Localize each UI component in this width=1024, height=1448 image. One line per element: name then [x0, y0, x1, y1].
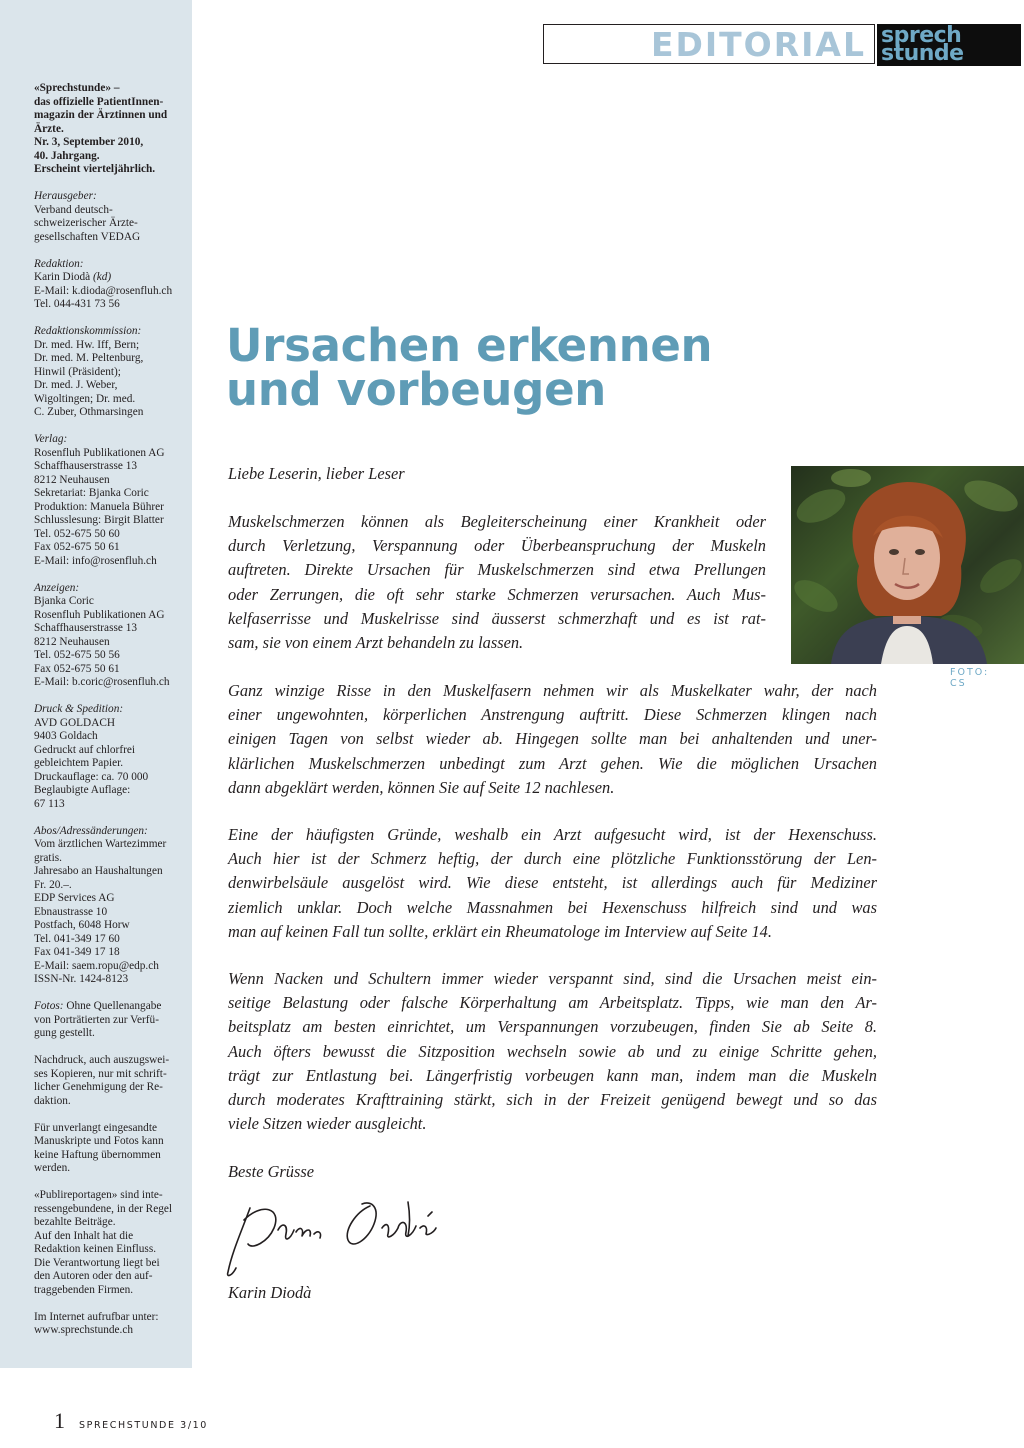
imprint-block [34, 1000, 186, 1041]
paragraph-line: Wenn Nacken und Schultern immer wieder verspannt sind, sind die Ursachen meist ein- [228, 969, 877, 988]
imprint-line: E-Mail: info@rosenfluh.ch [34, 554, 157, 567]
imprint-block [34, 582, 186, 690]
imprint-line: ISSN-Nr. 1424-8123 [34, 973, 129, 985]
headline-line-2: und vorbeugen [226, 363, 607, 416]
magazine-logo [877, 24, 1021, 66]
imprint-line: AVD GOLDACH [34, 716, 116, 729]
imprint-line: werden. [34, 1162, 71, 1174]
imprint-line: Fr. 20.–. [34, 878, 72, 891]
imprint-block [34, 1311, 186, 1338]
imprint-block [34, 1189, 186, 1297]
imprint-line: Verband deutsch- [34, 203, 113, 216]
imprint-line: gratis. [34, 851, 62, 864]
imprint-line: Tel. 041-349 17 60 [34, 932, 120, 945]
section-label: EDITORIAL [650, 24, 866, 64]
article-paragraph-4 [228, 967, 877, 1136]
imprint-line: Erscheint vierteljährlich. [34, 163, 156, 175]
imprint-line: Karin Diodà (kd) [34, 271, 112, 283]
imprint-block [34, 1054, 186, 1108]
imprint-line: 40. Jahrgang. [34, 149, 100, 162]
imprint-block [34, 82, 186, 177]
imprint-line: 67 113 [34, 797, 65, 810]
imprint-block-heading: Redaktion: [34, 257, 84, 270]
imprint-line: Für unverlangt eingesandte [34, 1121, 157, 1134]
paragraph-line: viele Sitzen wieder ausgleicht. [228, 1114, 427, 1134]
imprint-line: traggebenden Firmen. [34, 1283, 134, 1296]
paragraph-line: man auf keinen Fall tun sollte, erklärt ein Rheumatologe im Interview auf Seite 14. [228, 921, 772, 941]
imprint-line: gesellschaften VEDAG [34, 230, 141, 243]
imprint-line: Manuskripte und Fotos kann [34, 1135, 164, 1147]
imprint-block [34, 190, 186, 244]
author-portrait-photo [791, 466, 1024, 664]
imprint-line: schweizerischer Ärzte- [34, 217, 138, 229]
imprint-line: den Autoren oder den auf- [34, 1270, 153, 1282]
imprint-line: Tel. 052-675 50 60 [34, 527, 120, 540]
imprint-line: Fax 041-349 17 18 [34, 946, 120, 958]
paragraph-line: Auch hier ist der Schmerz heftig, der durch eine plötzliche Funktionsstörung der Len- [228, 849, 877, 869]
paragraph-line: Muskelschmerzen können als Begleiterscheinung einer Krankheit oder [228, 512, 766, 531]
imprint-line: ressengebundene, in der Regel [34, 1202, 173, 1215]
imprint-line: Dr. med. J. Weber, [34, 379, 118, 391]
closing-line: Beste Grüsse [228, 1162, 315, 1181]
paragraph-line: Auch öfters bewusst die Sitzposition wechseln sowie ab und zu einige Schritte gehen, [228, 1041, 877, 1061]
greeting: Liebe Leserin, lieber Leser [228, 464, 405, 483]
article-paragraph-2 [228, 679, 877, 800]
imprint-line: Fax 052-675 50 61 [34, 662, 120, 675]
imprint-line: magazin der Ärztinnen und [34, 109, 168, 121]
imprint-line: Schlusslesung: Birgit Blatter [34, 514, 164, 526]
paragraph-line: dann abgeklärt werden, können Sie auf Seite 12 nachlesen. [228, 777, 615, 797]
imprint-line: Gedruckt auf chlorfrei [34, 743, 135, 756]
photo-credit: FOTO: CS [950, 667, 990, 689]
imprint-line: keine Haftung übernommen [34, 1148, 161, 1161]
imprint-line: «Publireportagen» sind inte- [34, 1189, 163, 1201]
paragraph-line: klärlichen Muskelschmerzen unbedingt zum Arzt gehen. Wie die möglichen Ursachen [228, 753, 877, 773]
editor-initials: (kd) [92, 271, 112, 283]
imprint-text [34, 82, 186, 1351]
paragraph-line: einigen Tagen von selbst wieder ab. Hingegen sollte man bei anhaltenden und uner- [228, 729, 877, 749]
imprint-block [34, 433, 186, 568]
imprint-line: ses Kopieren, nur mit schrift- [34, 1067, 167, 1080]
imprint-block-heading: Redaktionskommission: [34, 325, 142, 337]
article-paragraph-3 [228, 823, 877, 944]
paragraph-line: trägt zur Entlastung bei. Längerfristig vorbeugen kann man, indem man die Muskeln [228, 1065, 877, 1085]
imprint-line: Die Verantwortung liegt bei [34, 1256, 160, 1269]
imprint-line: Dr. med. M. Peltenburg, [34, 352, 144, 364]
paragraph-line: ziemlich unklar. Doch welche Massnahmen bei Hexenschuss hilfreich sind und was [228, 897, 877, 917]
author-name: Karin Diodà [228, 1283, 312, 1302]
imprint-block-heading: Druck & Spedition: [34, 703, 124, 715]
imprint-line: Im Internet aufrufbar unter: [34, 1310, 159, 1323]
headline-line-1: Ursachen erkennen [226, 319, 713, 372]
section-header-box [543, 24, 875, 64]
imprint-line: Schaffhauserstrasse 13 [34, 460, 138, 472]
handwritten-signature [222, 1190, 452, 1280]
paragraph-line: auftreten. Direkte Ursachen für Muskelschmerzen sind etwa Prellungen [228, 560, 766, 580]
imprint-line: Nr. 3, September 2010, [34, 136, 144, 148]
imprint-line: Beglaubigte Auflage: [34, 784, 131, 796]
imprint-line: gebleichtem Papier. [34, 757, 124, 769]
imprint-line: von Porträtierten zur Verfü- [34, 1013, 159, 1026]
imprint-line: Fax 052-675 50 61 [34, 541, 120, 553]
imprint-block-heading: Herausgeber: [34, 190, 97, 202]
imprint-line: Rosenfluh Publikationen AG [34, 446, 165, 459]
logo-line-2: stunde [881, 41, 964, 66]
imprint-line: Dr. med. Hw. Iff, Bern; [34, 338, 140, 351]
imprint-line: Tel. 052-675 50 56 [34, 649, 120, 661]
imprint-line: Wigoltingen; Dr. med. [34, 392, 136, 405]
imprint-line: E-Mail: b.coric@rosenfluh.ch [34, 676, 170, 688]
paragraph-line: Ganz winzige Risse in den Muskelfasern nehmen wir als Muskelkater wahr, der nach [228, 681, 877, 700]
paragraph-line: durch Verletzung, Verspannung oder Überbeanspruchung der Muskeln [228, 536, 766, 556]
imprint-line: Produktion: Manuela Bührer [34, 500, 164, 513]
page-footer [54, 1408, 208, 1436]
paragraph-line: durch moderates Krafttraining stärkt, sich in der Freizeit genügend bewegt und so das [228, 1090, 877, 1110]
imprint-line: daktion. [34, 1094, 71, 1107]
imprint-line: Ärzte. [34, 122, 64, 135]
article-headline [226, 319, 946, 416]
imprint-line: E-Mail: saem.ropu@edp.ch [34, 959, 159, 972]
imprint-sidebar [0, 0, 192, 1368]
imprint-line: Druckauflage: ca. 70 000 [34, 770, 149, 783]
paragraph-line: einer ungewohnten, körperlichen Anstrengung auftritt. Diese Schmerzen klingen nach [228, 705, 877, 725]
imprint-line: das offizielle PatientInnen- [34, 95, 164, 108]
imprint-line: EDP Services AG [34, 892, 115, 904]
imprint-block [34, 258, 186, 312]
imprint-line: «Sprechstunde» – [34, 82, 120, 94]
imprint-block-heading: Verlag: [34, 433, 68, 445]
imprint-line: Vom ärztlichen Wartezimmer [34, 838, 167, 850]
paragraph-line: oder Zerrungen, die oft sehr starke Schmerzen verursachen. Auch Mus- [228, 584, 766, 604]
imprint-line: Jahresabo an Haushaltungen [34, 865, 163, 877]
imprint-line: C. Zuber, Othmarsingen [34, 406, 144, 418]
imprint-line: Auf den Inhalt hat die [34, 1229, 134, 1242]
imprint-line: www.sprechstunde.ch [34, 1324, 134, 1336]
imprint-line: 8212 Neuhausen [34, 635, 110, 648]
footer-issue-label: SPRECHSTUNDE 3/10 [79, 1420, 208, 1431]
imprint-block [34, 703, 186, 811]
imprint-line: Tel. 044-431 73 56 [34, 298, 120, 310]
imprint-line: Ebnaustrasse 10 [34, 905, 108, 918]
imprint-line: Rosenfluh Publikationen AG [34, 608, 165, 621]
imprint-line: bezahlte Beiträge. [34, 1216, 116, 1228]
imprint-line [34, 1000, 186, 1014]
imprint-block [34, 1122, 186, 1176]
imprint-line: Nachdruck, auch auszugswei- [34, 1054, 170, 1066]
imprint-line-text: Ohne Quellenangabe [66, 1000, 162, 1012]
paragraph-line: seitige Belastung oder falsche Körperhaltung am Arbeitsplatz. Tipps, wie man den Ar- [228, 993, 877, 1013]
imprint-line: Hinwil (Präsident); [34, 365, 121, 378]
imprint-line: Bjanka Coric [34, 595, 94, 607]
imprint-line: Redaktion keinen Einfluss. [34, 1243, 157, 1255]
imprint-block [34, 325, 186, 420]
imprint-line: licher Genehmigung der Re- [34, 1081, 163, 1093]
imprint-line: Sekretariat: Bjanka Coric [34, 487, 149, 499]
portrait-illustration [791, 466, 1024, 664]
paragraph-line: beitsplatz am besten einrichtet, um Verspannungen vorzubeugen, finden Sie ab Seite 8. [228, 1017, 877, 1037]
imprint-line: E-Mail: k.dioda@rosenfluh.ch [34, 284, 173, 297]
imprint-line: 9403 Goldach [34, 730, 98, 742]
imprint-line: gung gestellt. [34, 1027, 95, 1039]
page-number: 1 [54, 1408, 65, 1433]
logo-line-1: sprech [881, 23, 962, 48]
article-paragraph-1 [228, 510, 766, 655]
imprint-block-heading: Anzeigen: [34, 581, 80, 594]
imprint-block-heading: Abos/Adressänderungen: [34, 824, 148, 837]
imprint-block-heading: Fotos: [34, 1000, 64, 1012]
paragraph-line: sam, sie von einem Arzt behandeln zu lassen. [228, 633, 524, 653]
paragraph-line: denwirbelsäule ausgelöst wird. Wie diese entsteht, ist allerdings auch für Mediziner [228, 873, 877, 893]
imprint-block [34, 825, 186, 987]
paragraph-line: Eine der häufigsten Gründe, weshalb ein Arzt aufgesucht wird, ist der Hexenschuss. [228, 825, 877, 844]
imprint-line: Postfach, 6048 Horw [34, 919, 130, 931]
imprint-line: Schaffhauserstrasse 13 [34, 622, 138, 634]
paragraph-line: kelfaserrisse und Muskelrisse sind äusserst schmerzhaft und es ist rat- [228, 608, 766, 628]
imprint-line: 8212 Neuhausen [34, 473, 110, 486]
